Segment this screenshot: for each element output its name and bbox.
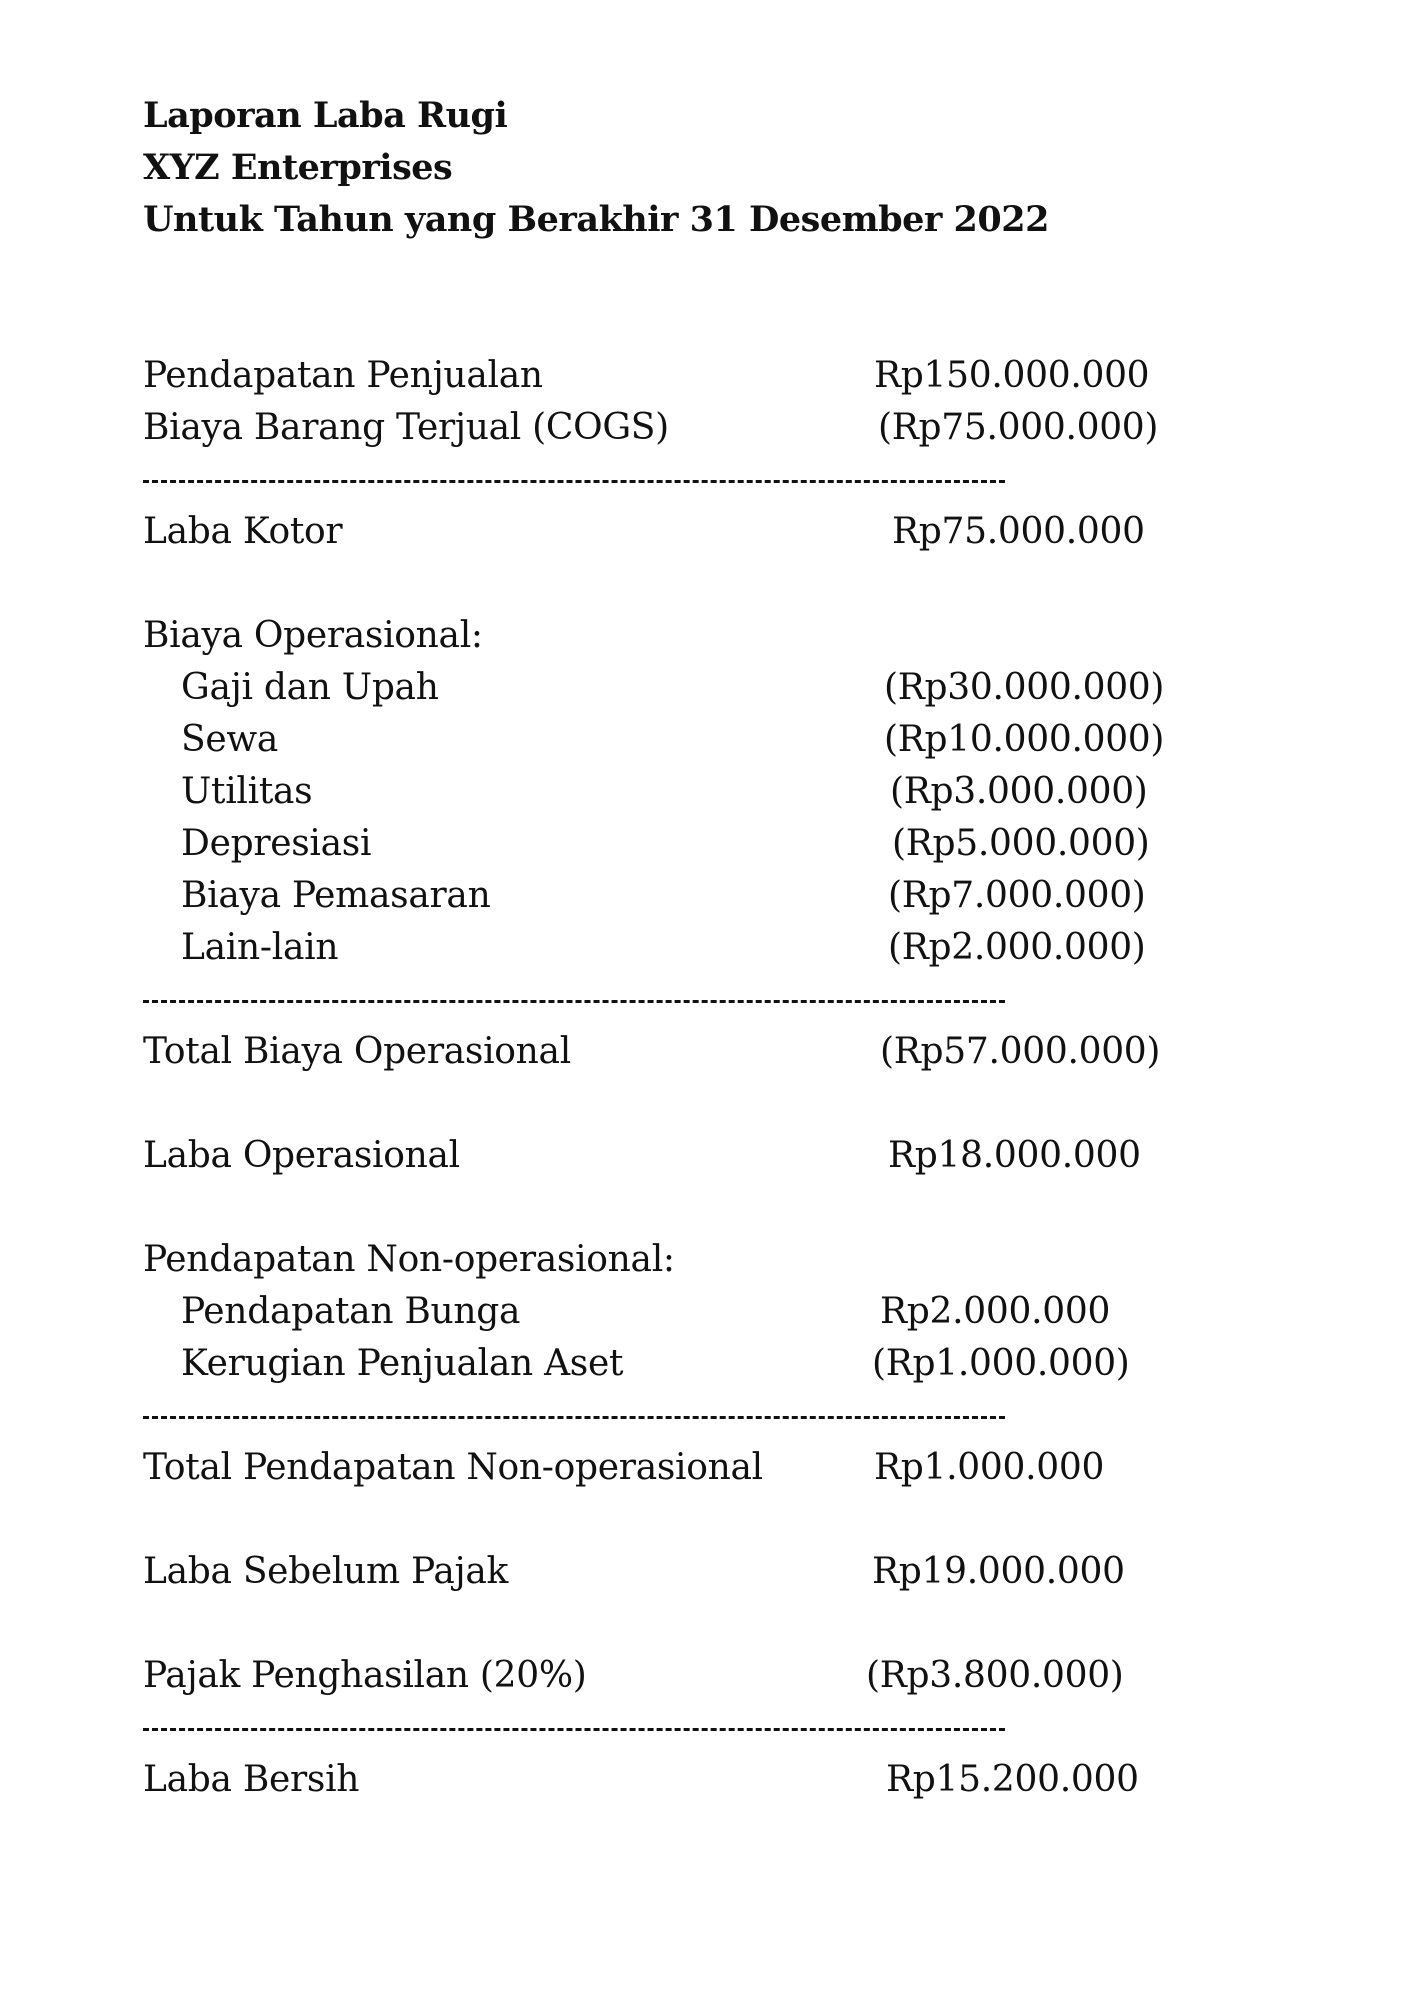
row-label: Laba Sebelum Pajak bbox=[143, 1551, 509, 1592]
row-gross-profit bbox=[0, 506, 1414, 558]
dashed-divider bbox=[143, 1728, 1005, 1731]
row-amount: (Rp5.000.000) bbox=[892, 823, 1150, 864]
row-label: Pendapatan Bunga bbox=[181, 1291, 521, 1332]
row-label: Biaya Pemasaran bbox=[181, 875, 491, 916]
row-net-profit bbox=[0, 1754, 1414, 1806]
row-label: Utilitas bbox=[181, 771, 313, 812]
row-label: Laba Kotor bbox=[143, 511, 343, 552]
row-operating-expenses-heading bbox=[0, 610, 1414, 662]
row-label: Total Biaya Operasional bbox=[143, 1031, 571, 1072]
row-income-tax bbox=[0, 1650, 1414, 1702]
row-label: Depresiasi bbox=[181, 823, 372, 864]
row-rent bbox=[0, 714, 1414, 766]
row-amount: (Rp30.000.000) bbox=[884, 667, 1165, 708]
row-amount: Rp15.200.000 bbox=[886, 1759, 1139, 1800]
row-amount: Rp19.000.000 bbox=[872, 1551, 1125, 1592]
row-amount: Rp18.000.000 bbox=[888, 1135, 1141, 1176]
row-label: Lain-lain bbox=[181, 927, 339, 968]
row-depreciation bbox=[0, 818, 1414, 870]
row-marketing bbox=[0, 870, 1414, 922]
row-amount: (Rp3.800.000) bbox=[866, 1655, 1124, 1696]
row-total-non-operating bbox=[0, 1442, 1414, 1494]
row-amount: (Rp3.000.000) bbox=[890, 771, 1148, 812]
row-label: Gaji dan Upah bbox=[181, 667, 439, 708]
report-title: Laporan Laba Rugi bbox=[143, 95, 508, 136]
row-utilities bbox=[0, 766, 1414, 818]
row-non-operating-heading bbox=[0, 1234, 1414, 1286]
row-label: Sewa bbox=[181, 719, 279, 760]
row-label: Pendapatan Non-operasional: bbox=[143, 1239, 675, 1280]
row-asset-sale-loss bbox=[0, 1338, 1414, 1390]
row-label: Pajak Penghasilan (20%) bbox=[143, 1655, 587, 1696]
dashed-divider bbox=[143, 1000, 1005, 1003]
row-amount: (Rp7.000.000) bbox=[888, 875, 1146, 916]
row-cogs bbox=[0, 402, 1414, 454]
row-amount: (Rp75.000.000) bbox=[878, 407, 1159, 448]
report-period: Untuk Tahun yang Berakhir 31 Desember 2022 bbox=[143, 199, 1049, 240]
row-amount: Rp75.000.000 bbox=[892, 511, 1145, 552]
row-label: Biaya Operasional: bbox=[143, 615, 483, 656]
row-amount: Rp150.000.000 bbox=[874, 355, 1150, 396]
company-name: XYZ Enterprises bbox=[143, 147, 453, 188]
row-label: Kerugian Penjualan Aset bbox=[181, 1343, 624, 1384]
row-profit-before-tax bbox=[0, 1546, 1414, 1598]
row-amount: Rp1.000.000 bbox=[874, 1447, 1105, 1488]
row-other-expenses bbox=[0, 922, 1414, 974]
row-label: Laba Bersih bbox=[143, 1759, 360, 1800]
row-total-operating-expenses bbox=[0, 1026, 1414, 1078]
report-header bbox=[143, 90, 1049, 246]
row-salaries bbox=[0, 662, 1414, 714]
row-label: Total Pendapatan Non-operasional bbox=[143, 1447, 763, 1488]
dashed-divider bbox=[143, 480, 1005, 483]
row-amount: Rp2.000.000 bbox=[880, 1291, 1111, 1332]
dashed-divider bbox=[143, 1416, 1005, 1419]
row-interest-income bbox=[0, 1286, 1414, 1338]
row-label: Pendapatan Penjualan bbox=[143, 355, 543, 396]
row-amount: (Rp57.000.000) bbox=[880, 1031, 1161, 1072]
row-label: Biaya Barang Terjual (COGS) bbox=[143, 407, 669, 448]
row-amount: (Rp2.000.000) bbox=[888, 927, 1146, 968]
row-operating-profit bbox=[0, 1130, 1414, 1182]
row-label: Laba Operasional bbox=[143, 1135, 460, 1176]
row-amount: (Rp10.000.000) bbox=[884, 719, 1165, 760]
row-sales-revenue bbox=[0, 350, 1414, 402]
row-amount: (Rp1.000.000) bbox=[872, 1343, 1130, 1384]
